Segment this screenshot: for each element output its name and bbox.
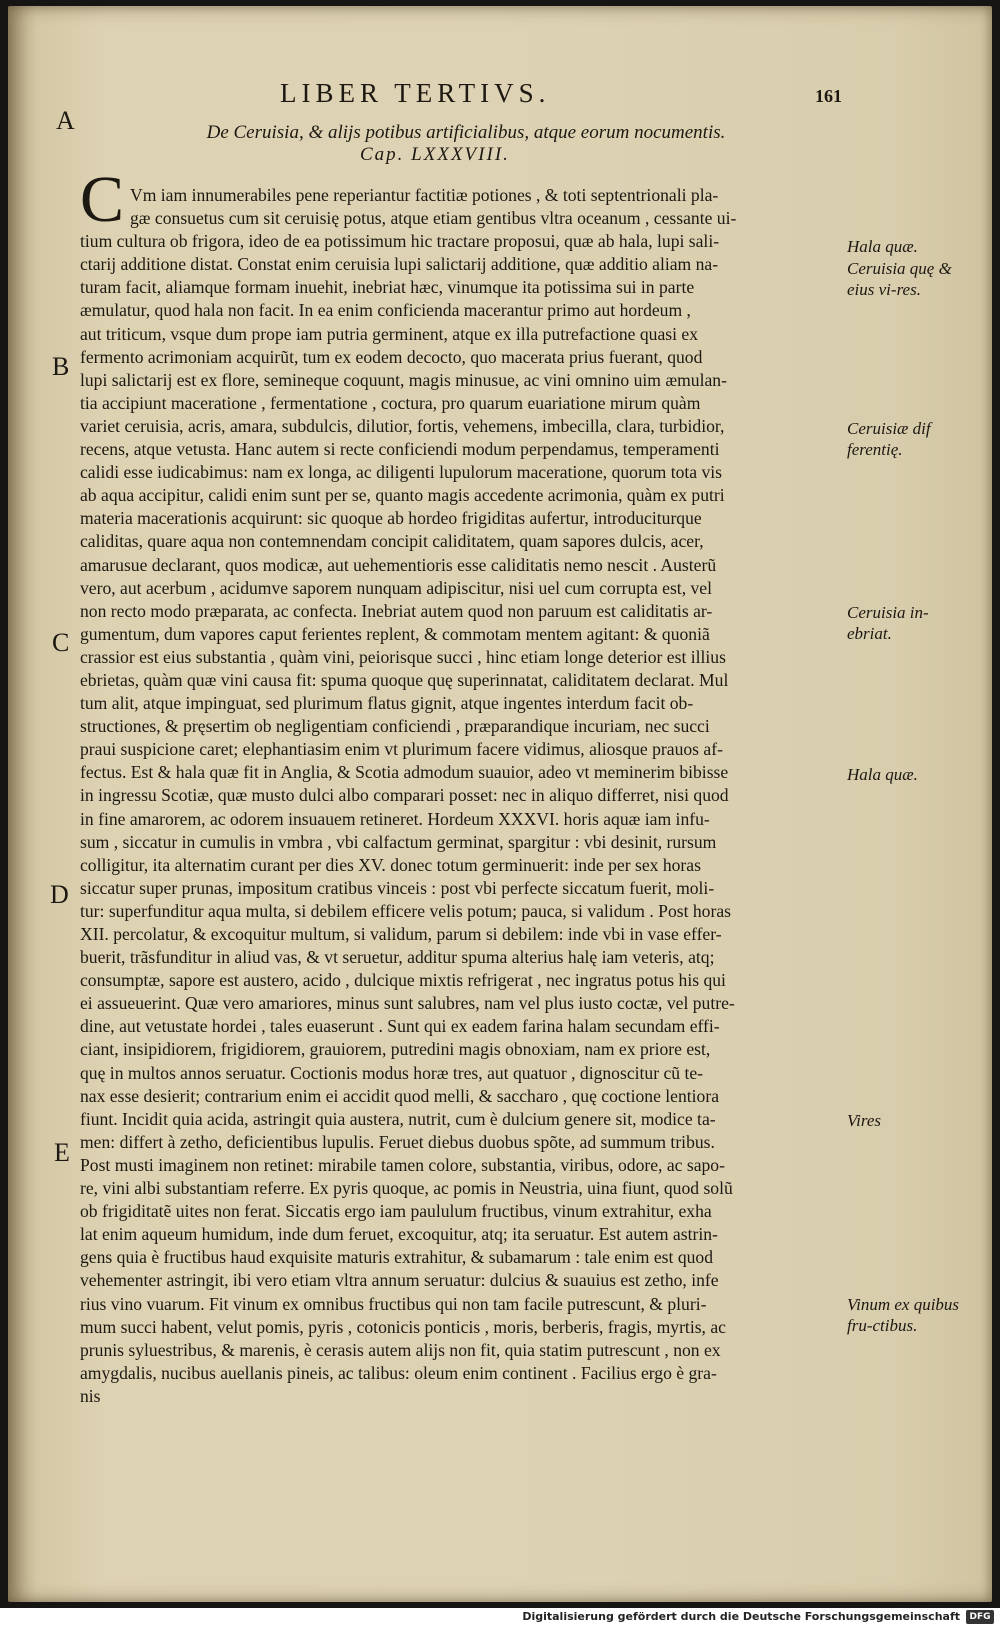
section-letter-a: A bbox=[56, 106, 75, 135]
text-line: tium cultura ob frigora, ideo de ea potissimum hic tractare proposui, quæ ab hala, lupi sali- bbox=[80, 231, 720, 252]
text-line: fectus. Est & hala quæ fit in Anglia, & Scotia admodum suauior, adeo vt meminerim bibisse bbox=[80, 762, 729, 783]
text-line: amygdalis, nucibus auellanis pineis, ac talibus: oleum enim continent . Facilius ergo è gra- bbox=[80, 1362, 717, 1383]
text-line: in fine amarorem, ac odorem insuauem retineret. Hordeum XXXVI. horis aquæ iam infu- bbox=[80, 808, 710, 829]
text-line: recens, atque vetusta. Hanc autem si recte conficiendi modum perpendamus, temperamenti bbox=[80, 439, 720, 460]
text-line: materia macerationis acquirunt: sic quoque ab hordeo frigiditas aufertur, introduciturque bbox=[80, 508, 702, 529]
text-line: ebrietas, quàm quæ vini causa fit: spuma quoque quę superinnatat, caliditatem declarat. Mul bbox=[80, 669, 729, 690]
body-text bbox=[80, 184, 834, 1408]
text-line: vehementer astringit, ibi vero etiam vltra annum seruatur: dulcius & suauius est zetho, infe bbox=[80, 1270, 719, 1291]
text-line: ab aqua accipitur, calidi enim sunt per se, quanto magis accedente acrimonia, quàm ex putri bbox=[80, 485, 725, 506]
text-line: tur: superfunditur aqua multa, si debilem efficere velis potum; pauca, si validum . Post horas bbox=[80, 900, 731, 921]
text-line: praui suspicione caret; elephantiasim enim vt plurimum facere vidimus, aliosque prauos af- bbox=[80, 739, 723, 760]
text-line: lat enim aqueum humidum, inde dum feruet, excoquitur, atq; ita seruatur. Est autem astrin- bbox=[80, 1224, 718, 1245]
drop-capital: C bbox=[80, 163, 125, 236]
text-line: sum , siccatur in cumulis in vmbra , vbi calfactum germinat, spargitur : vbi desinit, rursum bbox=[80, 831, 717, 852]
text-line: fermento acrimoniam acquirũt, tum ex eodem decocto, quo macerata prius fuerant, quod bbox=[80, 346, 703, 367]
text-line: tia accipiunt maceratione , fermentatione , coctura, pro quarum euariatione mirum quàm bbox=[80, 392, 701, 413]
text-line: re, vini albi substantiam referre. Ex pyris quoque, ac pomis in Neustria, uina fiunt, quod solũ bbox=[80, 1178, 733, 1199]
page-number: 161 bbox=[815, 86, 842, 106]
text-line: XII. percolatur, & excoquitur multum, si validum, parum si debilem: inde vbi in vase effer- bbox=[80, 924, 722, 944]
text-line: men: differt à zetho, deficientibus lupulis. Feruet diebus duobus spõte, ad summum tribus. bbox=[80, 1131, 715, 1152]
text-line: nax esse desierit; contrarium enim ei accidit quod melli, & sacchаro , quę coctione lentiora bbox=[80, 1085, 720, 1106]
text-line: turam facit, aliamque formam inuehit, inebriat hæc, vinumque ita potissima sui in parte bbox=[80, 277, 695, 298]
text-line: consumptæ, sapore est austero, acido , dulcique mixtis refrigerat , nec ingratus potus his qui bbox=[80, 970, 726, 991]
margin-note-hala: Hala quæ. bbox=[847, 237, 918, 256]
text-line: mum succi habent, velut pomis, pyris , cotonicis ponticis , moris, berberis, fragis, myrtis, ac bbox=[80, 1316, 726, 1337]
text-line: ctarij additione distat. Constat enim ceruisia lupi salictarij additione, quæ additio aliam na- bbox=[80, 254, 719, 275]
margin-note-vires: Vires bbox=[847, 1111, 881, 1130]
text-line: rius vino vuarum. Fit vinum ex omnibus fructibus qui non tam facile putrescunt, & pluri- bbox=[80, 1293, 707, 1314]
text-line: tum alit, atque impinguat, sed plurimum flatus gignit, atque ingentes interdum facit ob- bbox=[80, 693, 694, 714]
text-line: amarusue declarant, quos modicæ, aut uehementioris esse caliditatis nemo nescit . Austerũ bbox=[80, 554, 717, 575]
text-line: siccatur super prunas, impositum cratibus vinceis : post vbi perfecte siccatum fuerit, moli- bbox=[80, 877, 715, 898]
text-line: vero, aut acerbum , acidumve saporem nunquam adipiscitur, nisi uel cum corrupta est, vel bbox=[80, 577, 712, 598]
text-line: Post musti imaginem non retinet: mirabile tamen colore, substantia, viribus, odore, ac sapo- bbox=[80, 1154, 725, 1175]
text-line: ei assueuerint. Quæ vero amariores, minus sunt salubres, nam vel plus iusto coctæ, vel putre- bbox=[80, 993, 735, 1014]
text-line: caliditas, quare aqua non contemnendam concipit caliditatem, quam sapores dulcis, acer, bbox=[80, 531, 704, 552]
text-line: fiunt. Incidit quia acida, astringit quia austera, nutrit, cum è dulcium genere sit, modice ta- bbox=[80, 1108, 716, 1129]
text-line: lupi salictarij est ex flore, semineque coquunt, magis minusue, ac vini omnino uim æmulan- bbox=[80, 369, 727, 390]
text-line: variet ceruisia, acris, amara, subdulcis, dilutior, fortis, vehemens, imbecilla, clara, turbidior, bbox=[80, 415, 725, 436]
text-line: dine, aut vetustate hordei , tales euaserunt . Sunt qui ex eadem farina halam secundam effi- bbox=[80, 1016, 720, 1037]
margin-note-ceruisiae-differentiae: Ceruisiæ dif ferentię. bbox=[847, 419, 931, 459]
text-line: crassior est eius substantia , quàm vini, peiorisque succi , hinc etiam longe deterior est illius bbox=[80, 646, 726, 667]
text-line: nis bbox=[80, 1385, 101, 1406]
text-line: calidi esse iudicabimus: nam ex longa, ac diligenti lupulorum maceratione, quorum tota vis bbox=[80, 462, 723, 483]
text-line: quę in multos annos seruatur. Coctionis modus horæ tres, aut quatuor , dignoscitur cũ te- bbox=[80, 1062, 704, 1083]
text-line: prunis syluestribus, & marenis, è cerasis autem alijs non fit, quia statim putrescunt , non ex bbox=[80, 1339, 721, 1360]
text-line: ciant, insipidiorem, frigidiorem, grauiorem, putredini magis obnoxiam, nam ex priore est, bbox=[80, 1039, 711, 1060]
section-letter-e: E bbox=[54, 1138, 70, 1167]
text-line: æmulatur, quod hala non facit. In ea enim conficienda macerantur primo aut hordeum , bbox=[80, 300, 691, 321]
footer-credit: Digitalisierung gefördert durch die Deutsche Forschungsgemeinschaft bbox=[522, 1610, 960, 1623]
text-line: in ingressu Scotiæ, quæ musto dulci albo comparari posset: nec in aliquo differret, nisi quod bbox=[80, 785, 729, 806]
margin-note-ceruisia-vires: Ceruisia quę & eius vi-res. bbox=[847, 259, 952, 299]
text-line: colligitur, ita alternatim curant per dies XV. donec totum germinuerit: inde per sex horas bbox=[80, 854, 701, 875]
dfg-logo: DFG bbox=[966, 1610, 994, 1624]
section-letter-c: C bbox=[52, 628, 70, 657]
text-line: gens quia è fructibus haud exquisite maturis extrahitur, & subamarum : tale enim est quod bbox=[80, 1247, 714, 1268]
text-line: Vm iam innumerabiles pene reperiantur factitiæ potiones , & toti septentrionali pla- bbox=[130, 185, 719, 205]
text-line: buerit, trãsfunditur in aliud vas, & vt seruetur, additur spuma alterius halę iam veteris, atq; bbox=[80, 947, 715, 968]
text-line: structiones, & pręsertim ob negligentiam conficiendi , præparandique incuriam, nec succi bbox=[80, 716, 710, 737]
text-line: ob frigiditatẽ uites non ferat. Siccatis ergo iam paululum fructibus, vinum extrahitur, exha bbox=[80, 1201, 712, 1222]
text-line: aut triticum, vsque dum prope iam putria germinent, atque ex illa putrefactione quasi ex bbox=[80, 323, 699, 344]
margin-note-hala-2: Hala quæ. bbox=[847, 765, 918, 784]
section-letter-d: D bbox=[50, 880, 69, 909]
text-line: gæ consuetus cum sit ceruisię potus, atque etiam gentibus vltra oceanum , cessante ui- bbox=[130, 208, 737, 229]
running-head: LIBER TERTIVS. bbox=[280, 78, 551, 108]
chapter-title: De Ceruisia, & alijs potibus artificialibus, atque eorum nocumentis. bbox=[206, 122, 726, 143]
margin-note-vinum: Vinum ex quibus fru-ctibus. bbox=[847, 1295, 960, 1335]
text-line: gumentum, dum vapores caput ferientes replent, & commotam mentem agitant: & quoniã bbox=[80, 623, 710, 644]
section-letter-b: B bbox=[52, 352, 70, 381]
margin-note-ceruisia-inebriat: Ceruisia in-ebriat. bbox=[847, 603, 929, 643]
text-line: non recto modo præparata, ac confecta. Inebriat autem quod non paruum est caliditatis ar- bbox=[80, 600, 713, 621]
chapter-number: Cap. LXXXVIII. bbox=[360, 144, 510, 165]
